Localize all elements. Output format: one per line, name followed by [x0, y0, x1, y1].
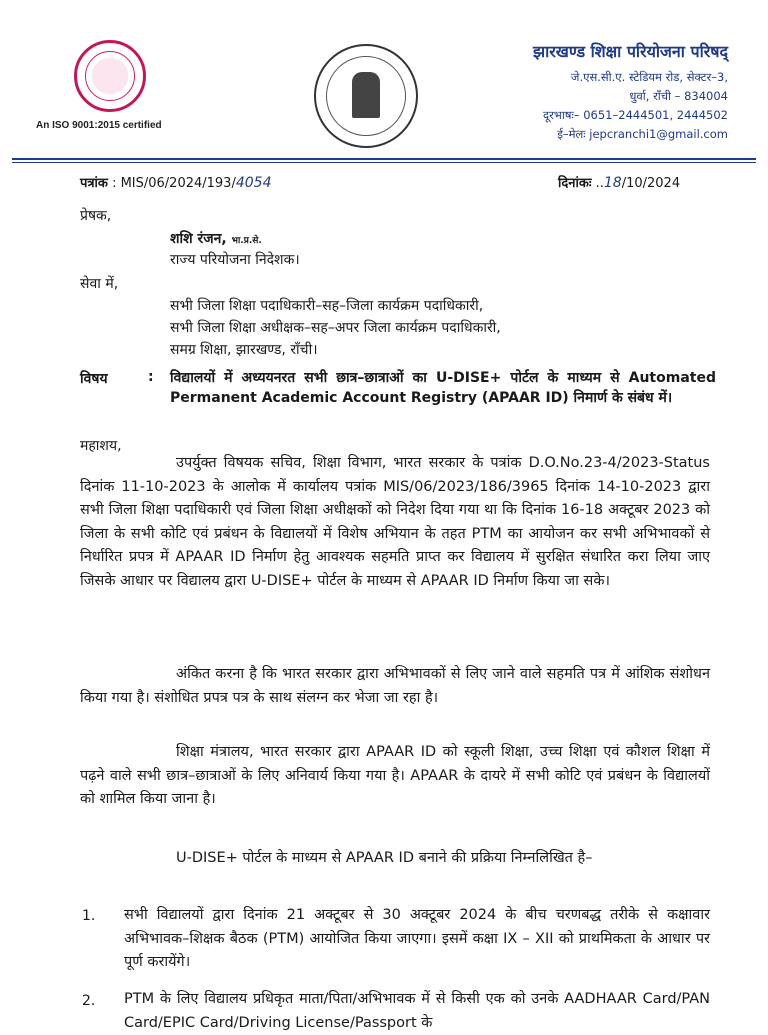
email-address[interactable]: jepcranchi1@gmail.com — [589, 127, 728, 141]
list-item: सभी विद्यालयों द्वारा दिनांक 21 अक्टूबर से 30 अक्टूबर 2024 के बीच चरणबद्ध तरीके से कक्षावार अभिभावक–शिक्षक बैठक (PTM) आयोजित किया जाएगा। इसमें कक्षा IX – XII को प्राथमिकता के आधार पर पूर्ण करायेंगे। — [124, 907, 710, 970]
address-line-1: जे.एस.सी.ए. स्टेडियम रोड, सेक्टर–3, — [570, 70, 728, 84]
jepc-logo — [74, 40, 146, 112]
address-line-2: धुर्वा, राँची – 834004 — [629, 89, 728, 103]
header-divider-thin — [12, 162, 756, 163]
sender-name — [170, 229, 262, 248]
email-line — [533, 125, 728, 144]
recipient-line: सभी जिला शिक्षा अधीक्षक–सह–अपर जिला कार्यक्रम पदाधिकारी, — [170, 320, 501, 336]
body-paragraph: उपर्युक्त विषयक सचिव, शिक्षा विभाग, भारत सरकार के पत्रांक D.O.No.23-4/2023-Status दिनांक 11-10-2023 के आलोक में कार्यालय पत्रांक MIS/06/2023/186/3965 दिनांक 14-10-2023 द्वारा सभी जिला शिक्षा पदाधिकारी एवं जिला शिक्षा अधीक्षकों को निदेश दिया गया था कि दिनांक 16-18 अक्टूबर 2023 को जिला के सभी कोटि एवं प्रबंधन के विद्यालयों में विशेष अभियान के तहत PTM का आयोजन कर सभी अभिभावकों से निर्धारित प्रपत्र में APAAR ID निर्माण हेतु आवश्यक सहमति प्राप्त कर विद्यालय में सुरक्षित संधारित करा लिया जाए जिसके आधार पर विद्यालय द्वारा U-DISE+ पोर्टल के माध्यम से APAAR ID निर्माण किया जा सके। — [80, 455, 710, 589]
body-paragraph: U-DISE+ पोर्टल के माध्यम से APAAR ID बनाने की प्रक्रिया निम्नलिखित है– — [176, 850, 593, 866]
header-contact — [533, 40, 728, 144]
salutation: महाशय, — [80, 438, 122, 454]
email-label: ई–मेलः — [557, 127, 586, 141]
body-paragraph: शिक्षा मंत्रालय, भारत सरकार द्वारा APAAR ID को स्कूली शिक्षा, उच्च शिक्षा एवं कौशल शिक्षा में पढ़ने वाले सभी छात्र–छात्राओं के लिए अनिवार्य किया गया है। APAAR के दायरे में सभी कोटि एवं प्रबंधन के विद्यालयों को शामिल किया जाना है। — [80, 744, 710, 807]
letter-number-handwritten: 4054 — [235, 175, 272, 191]
letter-date: दिनांकः ..18/10/2024 — [558, 175, 681, 191]
subject-text: विद्यालयों में अध्ययनरत सभी छात्र–छात्राओं का U-DISE+ पोर्टल के माध्यम से Automated Permanent Academic Account Registry (APAAR ID) निमार्ण के संबंध में। — [170, 370, 716, 406]
item-number: 2. — [82, 993, 96, 1009]
letter-number-prefix: : MIS/06/2024/193/ — [112, 176, 236, 191]
subject-label: विषय — [80, 371, 108, 387]
government-emblem — [314, 44, 418, 148]
date-label: दिनांकः — [558, 176, 592, 191]
subject-colon: : — [148, 369, 154, 385]
recipient-line: समग्र शिक्षा, झारखण्ड, राँची। — [170, 342, 318, 358]
recipient-label: सेवा में, — [80, 276, 119, 292]
sender-name-text: शशि रंजन, — [170, 231, 227, 247]
letter-number-label: पत्रांक — [80, 176, 108, 191]
recipient-line: सभी जिला शिक्षा पदाधिकारी–सह–जिला कार्यक्रम पदाधिकारी, — [170, 298, 484, 314]
item-number: 1. — [82, 908, 96, 924]
header-left — [36, 40, 186, 131]
date-suffix: /10/2024 — [621, 176, 681, 191]
list-item: PTM के लिए विद्यालय प्रधिकृत माता/पिता/अभिभावक में से किसी एक को उनके AADHAAR Card/PAN Card/EPIC Card/Driving License/Passport के — [124, 991, 710, 1031]
body-paragraph: अंकित करना है कि भारत सरकार द्वारा अभिभावकों से लिए जाने वाले सहमति पत्र में आंशिक संशोधन किया गया है। संशोधित प्रपत्र पत्र के साथ संलग्न कर भेजा जा रहा है। — [80, 666, 710, 706]
phone-line: दूरभाषः– 0651–2444501, 2444502 — [542, 108, 728, 122]
iso-certification: An ISO 9001:2015 certified — [36, 120, 162, 131]
sender-designation: राज्य परियोजना निदेशक। — [170, 252, 300, 268]
organization-name: झारखण्ड शिक्षा परियोजना परिषद् — [533, 42, 728, 61]
sender-label: प्रेषक, — [80, 208, 112, 224]
date-handwritten: 18 — [603, 175, 622, 191]
letter-number — [80, 173, 271, 191]
sender-service: भा.प्र.से. — [231, 236, 262, 246]
header-divider — [12, 158, 756, 160]
